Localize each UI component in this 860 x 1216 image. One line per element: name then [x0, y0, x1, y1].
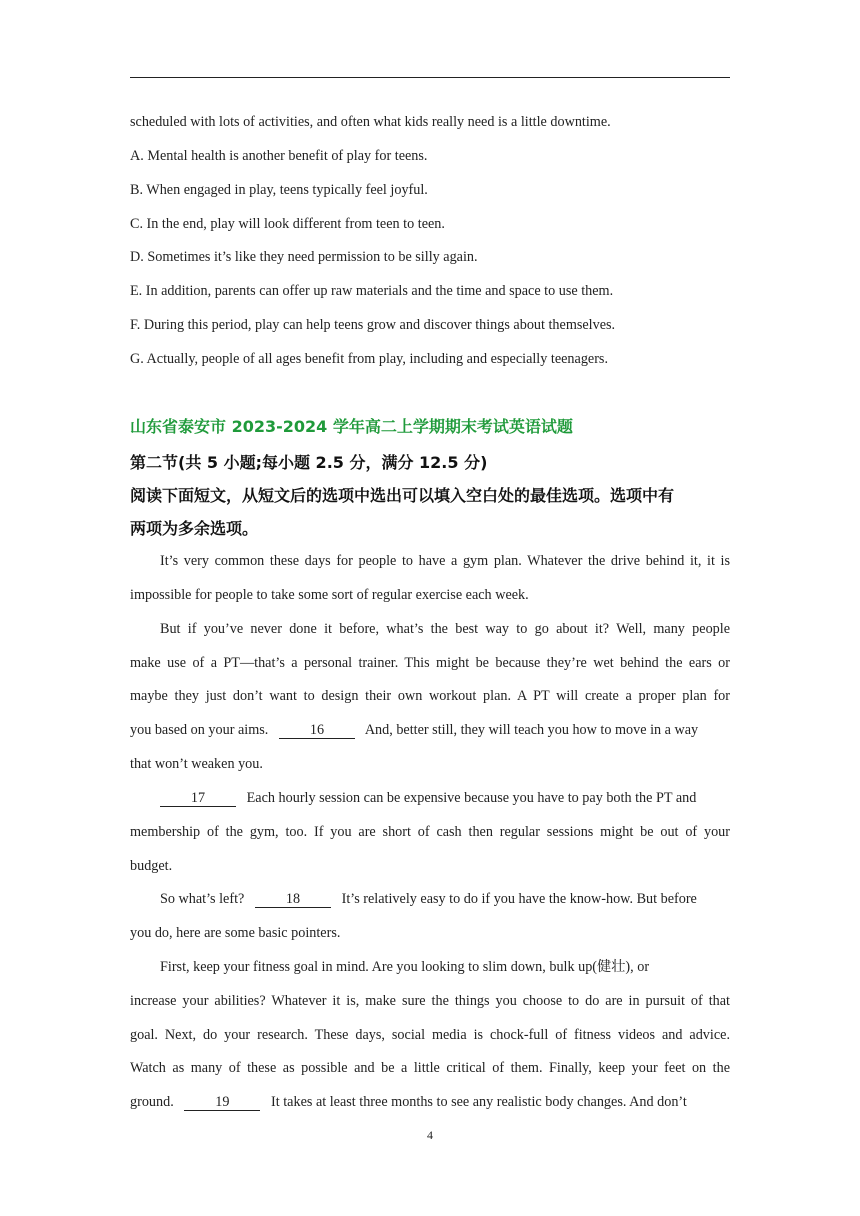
passage-line: that won’t weaken you.	[130, 756, 263, 772]
passage-line	[130, 720, 698, 740]
passage-line: you do, here are some basic pointers.	[130, 925, 341, 941]
passage-text: ground.	[130, 1094, 174, 1110]
passage-line: increase your abilities? Whatever it is, make sure the things you choose to do are in pursuit of that	[130, 993, 730, 1009]
option-d: D. Sometimes it’s like they need permission to be silly again.	[130, 249, 478, 265]
passage-line: But if you’ve never done it before, what’s the best way to go about it? Well, many people	[160, 621, 730, 637]
passage-line: maybe they just don’t want to design their own workout plan. A PT will create a proper plan for	[130, 688, 730, 704]
passage-line: impossible for people to take some sort of regular exercise each week.	[130, 587, 529, 603]
passage-text: It takes at least three months to see any realistic body changes. And don’t	[271, 1094, 687, 1110]
passage-line: membership of the gym, too. If you are short of cash then regular sessions might be out of your	[130, 824, 730, 840]
header-rule	[130, 77, 730, 78]
page-number: 4	[427, 1128, 433, 1142]
blank-16: 16	[279, 722, 355, 739]
option-f: F. During this period, play can help teens grow and discover things about themselves.	[130, 317, 616, 333]
passage-line: goal. Next, do your research. These days, social media is chock-full of fitness videos and advice.	[130, 1027, 730, 1043]
paragraph-line: scheduled with lots of activities, and often what kids really need is a little downtime.	[130, 114, 611, 130]
passage-line	[160, 788, 696, 808]
option-g: G. Actually, people of all ages benefit from play, including and especially teenagers.	[130, 351, 609, 367]
passage-line	[160, 889, 697, 909]
option-e: E. In addition, parents can offer up raw materials and the time and space to use them.	[130, 283, 614, 299]
blank-19: 19	[184, 1094, 260, 1111]
source-title: 山东省泰安市 2023-2024 学年高二上学期期末考试英语试题	[130, 417, 573, 436]
option-b: B. When engaged in play, teens typically feel joyful.	[130, 182, 428, 198]
passage-text: So what’s left?	[160, 891, 245, 907]
option-a: A. Mental health is another benefit of play for teens.	[130, 148, 428, 164]
passage-line	[130, 1092, 687, 1112]
passage-line: budget.	[130, 858, 173, 874]
option-c: C. In the end, play will look different from teen to teen.	[130, 216, 445, 232]
instruction-line: 阅读下面短文，从短文后的选项中选出可以填入空白处的最佳选项。选项中有	[130, 486, 675, 505]
passage-text: And, better still, they will teach you how to move in a way	[364, 722, 699, 738]
section-heading: 第二节(共 5 小题;每小题 2.5 分，满分 12.5 分)	[130, 453, 488, 472]
passage-line: Watch as many of these as possible and be a little critical of them. Finally, keep your feet on the	[130, 1060, 730, 1076]
passage-line: It’s very common these days for people to have a gym plan. Whatever the drive behind it, it is	[160, 553, 730, 569]
passage-line: First, keep your fitness goal in mind. Are you looking to slim down, bulk up(健壮), or	[160, 959, 650, 975]
passage-text: you based on your aims.	[130, 722, 269, 738]
blank-17: 17	[160, 790, 236, 807]
passage-text: Each hourly session can be expensive because you have to pay both the PT and	[246, 790, 697, 806]
passage-text: It’s relatively easy to do if you have the know-how. But before	[341, 891, 697, 907]
instruction-line: 两项为多余选项。	[130, 519, 259, 538]
passage-line: make use of a PT—that’s a personal trainer. This might be because they’re wet behind the ears or	[130, 655, 730, 671]
blank-18: 18	[255, 891, 331, 908]
